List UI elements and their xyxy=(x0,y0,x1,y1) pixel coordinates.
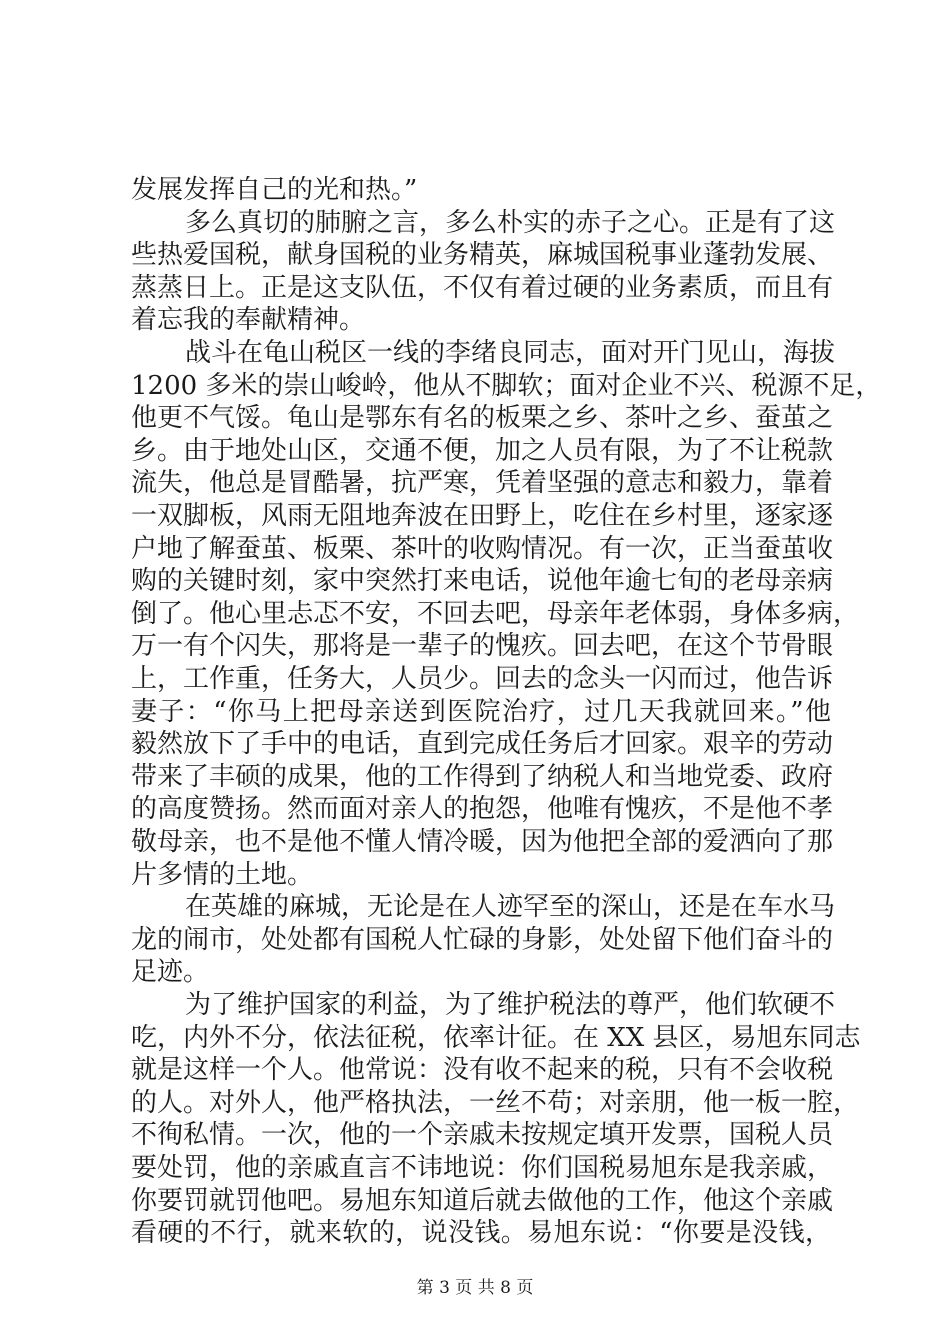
text-line: 上，工作重，任务大，人员少。回去的念头一闪而过，他告诉 xyxy=(131,664,834,694)
text-line: 毅然放下了手中的电话，直到完成任务后才回家。艰辛的劳动 xyxy=(131,729,834,759)
text-line: 的人。对外人，他严格执法，一丝不苟；对亲朋，他一板一腔， xyxy=(131,1088,860,1118)
text-line: 敬母亲，也不是他不懂人情冷暖，因为他把全部的爱洒向了那 xyxy=(131,827,834,857)
text-line: 一双脚板，风雨无阻地奔波在田野上，吃住在乡村里，逐家逐 xyxy=(131,501,834,531)
text-line: 为了维护国家的利益，为了维护税法的尊严，他们软硬不 xyxy=(185,990,836,1020)
text-line: 的高度赞扬。然而面对亲人的抱怨，他唯有愧疚，不是他不孝 xyxy=(131,794,834,824)
text-line: 战斗在龟山税区一线的李绪良同志，面对开门见山，海拔 xyxy=(185,338,836,368)
text-line: 在英雄的麻城，无论是在人迹罕至的深山，还是在车水马 xyxy=(185,892,836,922)
text-line: 购的关键时刻，家中突然打来电话，说他年逾七旬的老母亲病 xyxy=(131,566,834,596)
text-line: 多么真切的肺腑之言，多么朴实的赤子之心。正是有了这 xyxy=(185,208,836,238)
text-line: 乡。由于地处山区，交通不便，加之人员有限，为了不让税款 xyxy=(131,436,834,466)
text-line: 1200 多米的崇山峻岭，他从不脚软；面对企业不兴、税源不足， xyxy=(131,371,882,401)
text-line: 流失，他总是冒酷暑，抗严寒，凭着坚强的意志和毅力，靠着 xyxy=(131,468,834,498)
text-line: 倒了。他心里忐忑不安，不回去吧，母亲年老体弱，身体多病， xyxy=(131,599,860,629)
text-line: 吃，内外不分，依法征税，依率计征。在 XX 县区，易旭东同志 xyxy=(131,1023,861,1053)
text-line: 你要罚就罚他吧。易旭东知道后就去做他的工作，他这个亲戚 xyxy=(131,1186,834,1216)
text-line: 蒸蒸日上。正是这支队伍，不仅有着过硬的业务素质，而且有 xyxy=(131,273,834,303)
text-line: 看硬的不行，就来软的，说没钱。易旭东说：“你要是没钱， xyxy=(131,1218,831,1248)
text-line: 户地了解蚕茧、板栗、茶叶的收购情况。有一次，正当蚕茧收 xyxy=(131,534,834,564)
text-line: 龙的闹市，处处都有国税人忙碌的身影，处处留下他们奋斗的 xyxy=(131,925,834,955)
text-line: 着忘我的奉献精神。 xyxy=(131,305,366,335)
text-line: 他更不气馁。龟山是鄂东有名的板栗之乡、茶叶之乡、蚕茧之 xyxy=(131,403,834,433)
text-line: 就是这样一个人。他常说：没有收不起来的税，只有不会收税 xyxy=(131,1055,834,1085)
text-line: 足迹。 xyxy=(131,957,210,987)
text-line: 片多情的土地。 xyxy=(131,860,314,890)
text-line: 万一有个闪失，那将是一辈子的愧疚。回去吧，在这个节骨眼 xyxy=(131,631,834,661)
text-line: 不徇私情。一次，他的一个亲戚未按规定填开发票，国税人员 xyxy=(131,1120,834,1150)
text-line: 发展发挥自己的光和热。” xyxy=(131,175,418,205)
page-footer: 第 3 页 共 8 页 xyxy=(416,1278,534,1298)
text-line: 妻子：“你马上把母亲送到医院治疗，过几天我就回来。”他 xyxy=(131,697,831,727)
text-line: 带来了丰硕的成果，他的工作得到了纳税人和当地党委、政府 xyxy=(131,762,834,792)
text-line: 些热爱国税，献身国税的业务精英，麻城国税事业蓬勃发展、 xyxy=(131,240,834,270)
text-line: 要处罚，他的亲戚直言不讳地说：你们国税易旭东是我亲戚， xyxy=(131,1153,834,1183)
